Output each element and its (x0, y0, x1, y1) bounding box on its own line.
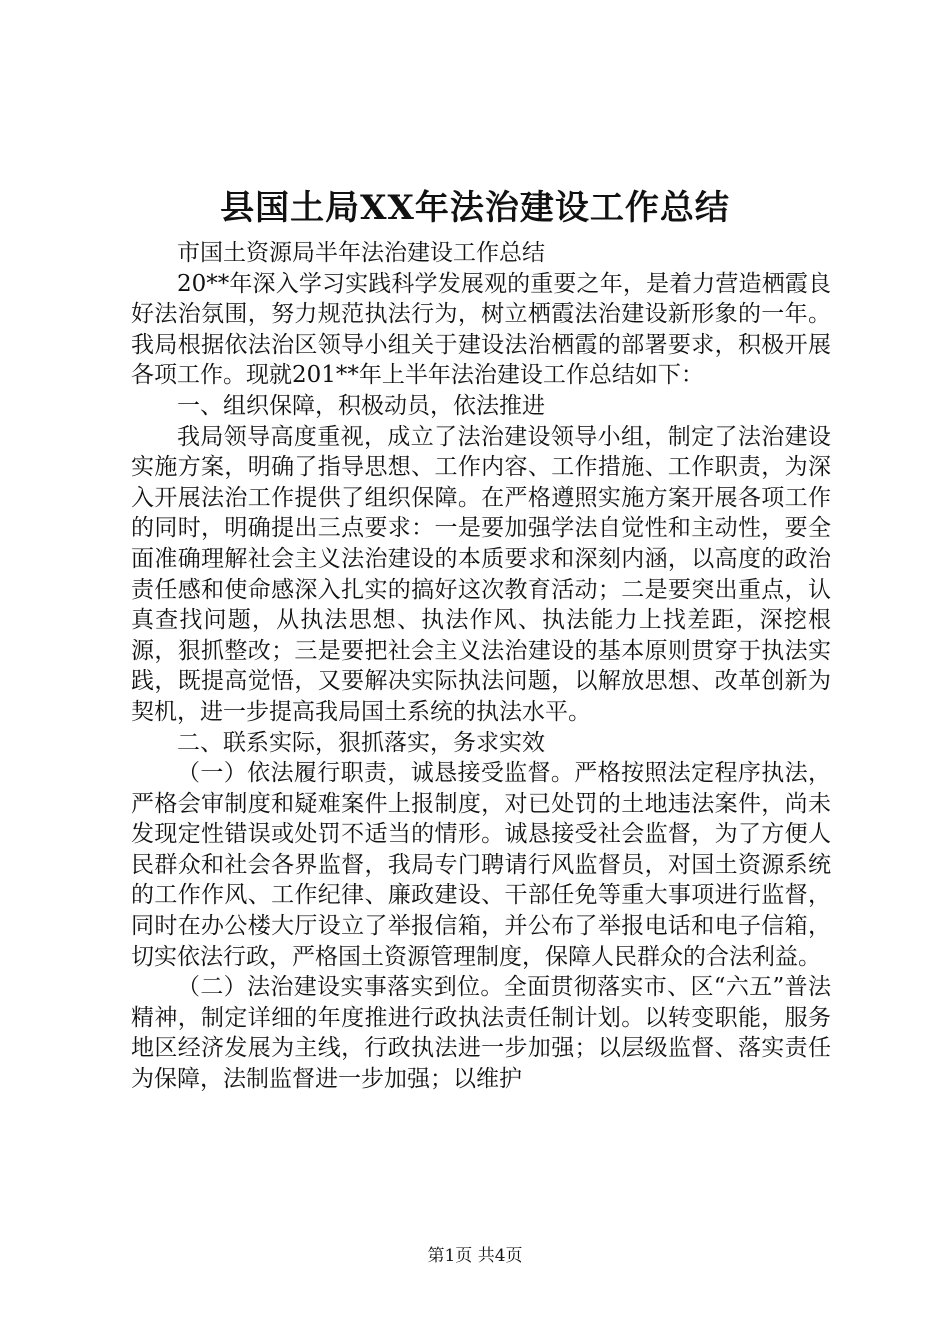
section-heading-1: 一、组织保障，积极动员，依法推进 (177, 392, 545, 419)
body-paragraph: 我局领导高度重视，成立了法治建设领导小组，制定了法治建设实施方案，明确了指导思想、工作内容、工作措施、工作职责，为深入开展法治工作提供了组织保障。在严格遵照实施方案开展各项工作的同时，明确提出三点要求：一是要加强学法自觉性和主动性，要全面准确理解社会主义法治建设的本质要求和深刻内涵，以高度的政治责任感和使命感深入扎实的搞好这次教育活动；二是要突出重点，认真查找问题，从执法思想、执法作风、执法能力上找差距，深挖根源，狠抓整改；三是要把社会主义法治建设的基本原则贯穿于执法实践，既提高觉悟，又要解决实际执法问题，以解放思想、改革创新为契机，进一步提高我局国土系统的执法水平。 (131, 423, 831, 725)
intro-paragraph: 20**年深入学习实践科学发展观的重要之年，是着力营造栖霞良好法治氛围，努力规范执法行为，树立栖霞法治建设新形象的一年。我局根据依法治区领导小组关于建设法治栖霞的部署要求，积极开展各项工作。现就201**年上半年法治建设工作总结如下： (131, 270, 831, 389)
section-heading-2: 二、联系实际，狠抓落实，务求实效 (177, 729, 545, 756)
subtitle-paragraph: 市国土资源局半年法治建设工作总结 (177, 240, 545, 266)
document-title: 县国土局XX年法治建设工作总结 (220, 188, 730, 228)
page-number: 第1页 共4页 (427, 1246, 523, 1266)
body-paragraph: （二）法治建设实事落实到位。全面贯彻落实市、区“六五”普法精神，制定详细的年度推进行政执法责任制计划。以转变职能，服务地区经济发展为主线，行政执法进一步加强；以层级监督、落实责任为保障，法制监督进一步加强；以维护 (131, 974, 831, 1093)
body-paragraph: （一）依法履行职责，诚恳接受监督。严格按照法定程序执法，严格会审制度和疑难案件上报制度，对已处罚的土地违法案件，尚未发现定性错误或处罚不适当的情形。诚恳接受社会监督，为了方便人民群众和社会各界监督，我局专门聘请行风监督员，对国土资源系统的工作作风、工作纪律、廉政建设、干部任免等重大事项进行监督，同时在办公楼大厅设立了举报信箱，并公布了举报电话和电子信箱，切实依法行政，严格国土资源管理制度，保障人民群众的合法利益。 (131, 760, 831, 970)
document-body (131, 238, 831, 1095)
